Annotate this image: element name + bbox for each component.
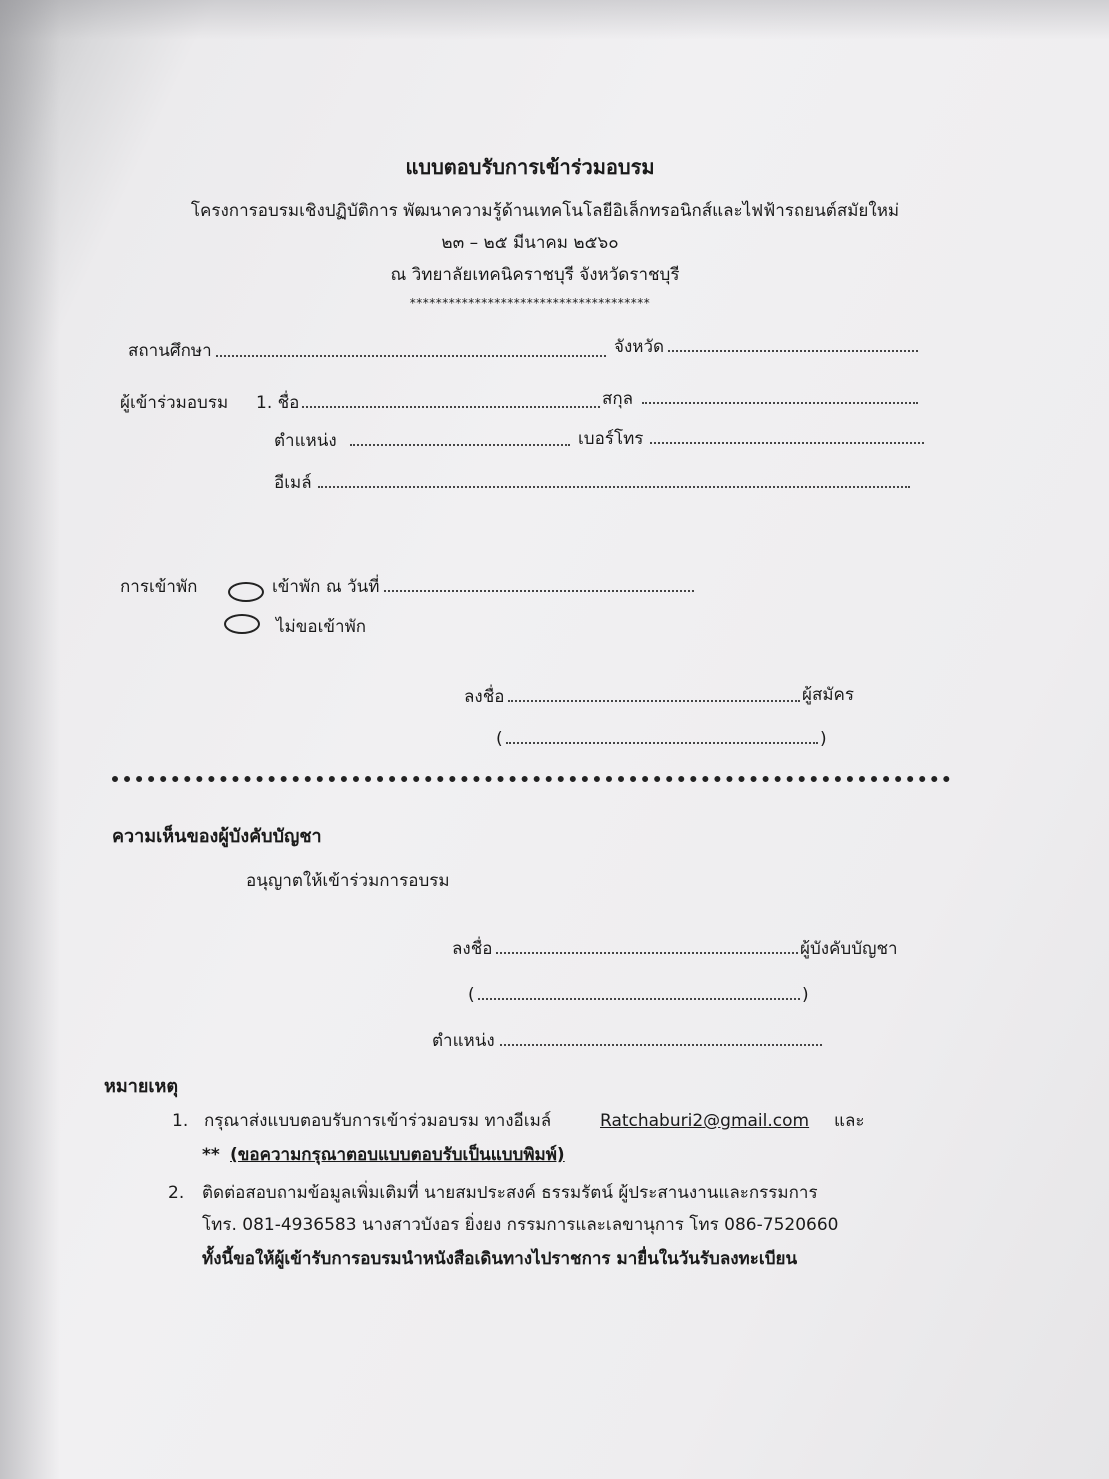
note-final-line: ทั้งนี้ขอให้ผู้เข้ารับการอบรมนำหนังสือเดินทางไปราชการ มายื่นในวันรับลงทะเบียน [202, 1249, 798, 1269]
stay-option-label: เข้าพัก ณ วันที่ [272, 577, 380, 597]
email-field[interactable] [318, 486, 910, 488]
supervisor-sign-label: ลงชื่อ [452, 939, 493, 959]
phone-label: เบอร์โทร [578, 429, 644, 449]
note-2-line-2: โทร. 081-4936583 นางสาวบังอร ยิ่งยง กรรมการและเลขานุการ โทร 086-7520660 [202, 1215, 839, 1235]
name-field[interactable] [302, 406, 600, 408]
no-stay-option-label: ไม่ขอเข้าพัก [276, 617, 367, 637]
supervisor-paren-close: ) [802, 985, 809, 1005]
notes-heading: หมายเหตุ [104, 1076, 179, 1097]
applicant-signature-field[interactable] [508, 700, 800, 702]
no-stay-radio[interactable] [224, 614, 260, 634]
note-2-line-1: ติดต่อสอบถามข้อมูลเพิ่มเติมที่ นายสมประสงค์ ธรรมรัตน์ ผู้ประสานงานและกรรมการ [202, 1183, 818, 1203]
contact-email-link[interactable]: Ratchaburi2@gmail.com [600, 1111, 810, 1131]
note-1-number: 1. [172, 1111, 189, 1131]
applicant-sign-label: ลงชื่อ [464, 687, 505, 707]
supervisor-heading: ความเห็นของผู้บังคับบัญชา [112, 826, 322, 847]
surname-label: สกุล [602, 389, 634, 409]
province-field[interactable] [668, 350, 918, 352]
position-field[interactable] [350, 444, 570, 446]
institution-label: สถานศึกษา [128, 341, 212, 361]
applicant-label: ผู้สมัคร [802, 685, 855, 705]
header-divider-stars: ************************************* [409, 296, 651, 310]
institution-field[interactable] [216, 355, 606, 357]
note-1-stars: ** [202, 1145, 220, 1165]
position-label: ตำแหน่ง [274, 431, 337, 451]
participant-label: ผู้เข้าร่วมอบรม [120, 393, 229, 413]
note-1-request: (ขอความกรุณาตอบแบบตอบรับเป็นแบบพิมพ์) [230, 1145, 565, 1165]
training-venue: ณ วิทยาลัยเทคนิคราชบุรี จังหวัดราชบุรี [390, 265, 680, 285]
training-dates: ๒๓ – ๒๕ มีนาคม ๒๕๖๐ [441, 233, 619, 253]
supervisor-printed-name-field[interactable] [478, 998, 800, 1000]
form-title: แบบตอบรับการเข้าร่วมอบรม [405, 155, 655, 179]
accommodation-label: การเข้าพัก [120, 577, 198, 597]
phone-field[interactable] [650, 442, 924, 444]
section-separator [112, 776, 950, 782]
supervisor-role-label: ผู้บังคับบัญชา [800, 939, 898, 959]
applicant-paren-close: ) [820, 729, 827, 749]
project-name: โครงการอบรมเชิงปฏิบัติการ พัฒนาความรู้ด้านเทคโนโลยีอิเล็กทรอนิกส์และไฟฟ้ารถยนต์สมัยใหม่ [190, 201, 900, 221]
supervisor-signature-field[interactable] [496, 952, 798, 954]
note-1-text: กรุณาส่งแบบตอบรับการเข้าร่วมอบรม ทางอีเมล์ [204, 1111, 552, 1131]
permission-text: อนุญาตให้เข้าร่วมการอบรม [246, 871, 450, 891]
email-label: อีเมล์ [274, 473, 312, 493]
stay-date-field[interactable] [384, 590, 694, 592]
applicant-paren-open: ( [496, 729, 503, 749]
name-label: 1. ชื่อ [256, 393, 300, 413]
province-label: จังหวัด [614, 337, 665, 357]
supervisor-position-label: ตำแหน่ง [432, 1031, 495, 1051]
supervisor-position-field[interactable] [500, 1044, 822, 1046]
surname-field[interactable] [642, 402, 918, 404]
paper-shadow-top [0, 0, 1109, 40]
note-2-number: 2. [168, 1183, 185, 1203]
applicant-printed-name-field[interactable] [506, 742, 818, 744]
note-1-and: และ [834, 1111, 865, 1131]
stay-radio[interactable] [228, 582, 264, 602]
supervisor-paren-open: ( [468, 985, 475, 1005]
